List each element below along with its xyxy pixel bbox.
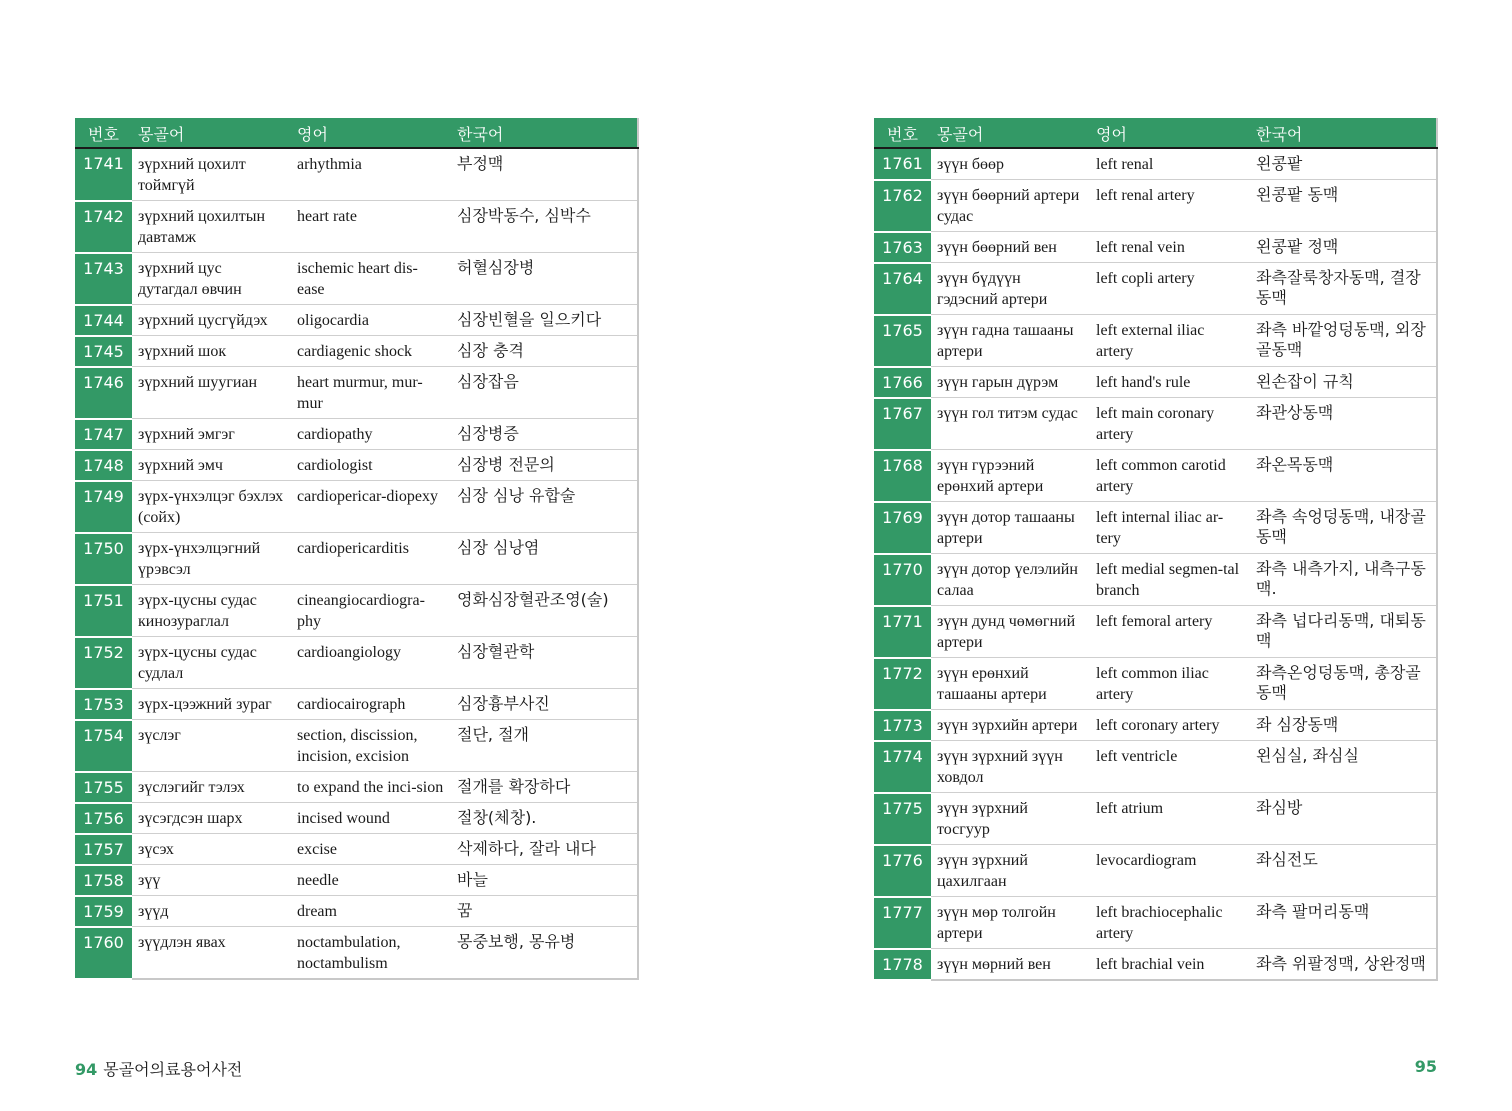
mongolian-term: зүүн зүрхний тосгуур [931,793,1090,845]
mongolian-term: зүүн гарын дүрэм [931,367,1090,398]
korean-term: 좌측 위팔정맥, 상완정맥 [1250,949,1437,981]
table-row [75,803,638,834]
english-term: left hand's rule [1090,367,1250,398]
korean-term: 심장잡음 [451,367,638,419]
mongolian-term: зүсэгдсэн шарх [132,803,291,834]
header-mongolian: 몽골어 [132,118,291,148]
table-row [75,585,638,637]
entry-number: 1741 [75,148,132,201]
entry-number: 1747 [75,419,132,450]
korean-term: 허혈심장병 [451,253,638,305]
english-term: left atrium [1090,793,1250,845]
english-term: to expand the inci-sion [291,772,451,803]
korean-term: 몽중보행, 몽유병 [451,927,638,980]
mongolian-term: зүүн бөөр [931,148,1090,180]
mongolian-term: зүрхний шуугиан [132,367,291,419]
mongolian-term: зүрхний цус дутагдал өвчин [132,253,291,305]
korean-term: 절창(체창). [451,803,638,834]
table-row [874,949,1437,981]
english-term: left medial segmen-tal branch [1090,554,1250,606]
table-row [874,450,1437,502]
korean-term: 좌 심장동맥 [1250,710,1437,741]
mongolian-term: зүү [132,865,291,896]
table-row [874,897,1437,949]
table-row [75,533,638,585]
mongolian-term: зүүн ерөнхий ташааны артери [931,658,1090,710]
entry-number: 1775 [874,793,931,845]
korean-term: 좌온목동맥 [1250,450,1437,502]
korean-term: 심장병증 [451,419,638,450]
table-row [75,148,638,201]
english-term: cardioangiology [291,637,451,689]
table-row [874,658,1437,710]
mongolian-term: зүүн мөрний вен [931,949,1090,981]
page-number-right: 95 [1414,1057,1437,1076]
english-term: left common iliac artery [1090,658,1250,710]
english-term: dream [291,896,451,927]
english-term: cardiopathy [291,419,451,450]
header-english: 영어 [291,118,451,148]
table-row [874,793,1437,845]
english-term: left renal [1090,148,1250,180]
mongolian-term: зүүн зүрхний цахилгаан [931,845,1090,897]
korean-term: 좌측 바깥엉덩동맥, 외장골동맥 [1250,315,1437,367]
english-term: left brachiocephalic artery [1090,897,1250,949]
korean-term: 심장병 전문의 [451,450,638,481]
korean-term: 왼콩팥 동맥 [1250,180,1437,232]
left-term-table [75,118,639,980]
korean-term: 심장 충격 [451,336,638,367]
entry-number: 1764 [874,263,931,315]
header-english: 영어 [1090,118,1250,148]
mongolian-term: зүслэг [132,720,291,772]
table-row [874,180,1437,232]
english-term: cardiopericarditis [291,533,451,585]
entry-number: 1749 [75,481,132,533]
mongolian-term: зүүн дунд чөмөгний артери [931,606,1090,658]
entry-number: 1761 [874,148,931,180]
table-row [874,606,1437,658]
korean-term: 심장혈관학 [451,637,638,689]
mongolian-term: зүрх-цээжний зураг [132,689,291,720]
table-row [75,336,638,367]
entry-number: 1742 [75,201,132,253]
table-row [75,419,638,450]
korean-term: 왼손잡이 규칙 [1250,367,1437,398]
korean-term: 좌심전도 [1250,845,1437,897]
mongolian-term: зүрх-цусны судас судлал [132,637,291,689]
english-term: left external iliac artery [1090,315,1250,367]
korean-term: 영화심장혈관조영(술) [451,585,638,637]
english-term: excise [291,834,451,865]
entry-number: 1767 [874,398,931,450]
table-row [75,367,638,419]
korean-term: 왼심실, 좌심실 [1250,741,1437,793]
mongolian-term: зүүн гадна ташааны артери [931,315,1090,367]
english-term: left renal artery [1090,180,1250,232]
english-term: noctambulation, noctambulism [291,927,451,980]
english-term: left copli artery [1090,263,1250,315]
table-row [874,263,1437,315]
mongolian-term: зүсэх [132,834,291,865]
table-row [874,710,1437,741]
entry-number: 1758 [75,865,132,896]
english-term: arhythmia [291,148,451,201]
english-term: left internal iliac ar-tery [1090,502,1250,554]
table-row [874,554,1437,606]
table-row [874,741,1437,793]
english-term: cardiopericar-diopexy [291,481,451,533]
english-term: left main coronary artery [1090,398,1250,450]
entry-number: 1751 [75,585,132,637]
entry-number: 1766 [874,367,931,398]
table-row [874,367,1437,398]
table-row [874,315,1437,367]
korean-term: 심장빈혈을 일으키다 [451,305,638,336]
english-term: levocardiogram [1090,845,1250,897]
english-term: cardiagenic shock [291,336,451,367]
english-term: oligocardia [291,305,451,336]
table-row [874,502,1437,554]
entry-number: 1772 [874,658,931,710]
entry-number: 1745 [75,336,132,367]
table-row [75,689,638,720]
header-korean: 한국어 [451,118,638,148]
mongolian-term: зүрх-үнхэлцэг бэхлэх (сойх) [132,481,291,533]
entry-number: 1774 [874,741,931,793]
entry-number: 1773 [874,710,931,741]
korean-term: 심장 심낭염 [451,533,638,585]
korean-term: 왼콩팥 정맥 [1250,232,1437,263]
entry-number: 1754 [75,720,132,772]
entry-number: 1744 [75,305,132,336]
book-title: 몽골어의료용어사전 [103,1060,243,1079]
korean-term: 좌측 팔머리동맥 [1250,897,1437,949]
entry-number: 1771 [874,606,931,658]
table-header-row [75,118,638,148]
footer-left [75,1057,242,1080]
table-row [874,148,1437,180]
entry-number: 1765 [874,315,931,367]
entry-number: 1757 [75,834,132,865]
header-korean: 한국어 [1250,118,1437,148]
korean-term: 좌심방 [1250,793,1437,845]
korean-term: 좌관상동맥 [1250,398,1437,450]
entry-number: 1746 [75,367,132,419]
mongolian-term: зүрхний эмгэг [132,419,291,450]
mongolian-term: зүүдлэн явах [132,927,291,980]
entry-number: 1755 [75,772,132,803]
mongolian-term: зүрх-үнхэлцэгний үрэвсэл [132,533,291,585]
korean-term: 절단, 절개 [451,720,638,772]
entry-number: 1762 [874,180,931,232]
korean-term: 좌측잘룩창자동맥, 결장동맥 [1250,263,1437,315]
mongolian-term: зүүн зүрхний зүүн ховдол [931,741,1090,793]
english-term: cardiocairograph [291,689,451,720]
english-term: left coronary artery [1090,710,1250,741]
mongolian-term: зүрхний эмч [132,450,291,481]
table-row [75,201,638,253]
mongolian-term: зүрхний шок [132,336,291,367]
english-term: section, discission, incision, excision [291,720,451,772]
table-row [75,720,638,772]
table-row [874,232,1437,263]
right-term-table [874,118,1438,981]
table-row [75,927,638,980]
mongolian-term: зүүд [132,896,291,927]
korean-term: 바늘 [451,865,638,896]
mongolian-term: зүүн дотор ташааны артери [931,502,1090,554]
table-row [75,450,638,481]
header-number: 번호 [874,118,931,148]
entry-number: 1752 [75,637,132,689]
english-term: left ventricle [1090,741,1250,793]
entry-number: 1763 [874,232,931,263]
table-header-row [874,118,1437,148]
mongolian-term: зүрхний цохилтын давтамж [132,201,291,253]
entry-number: 1748 [75,450,132,481]
entry-number: 1750 [75,533,132,585]
korean-term: 절개를 확장하다 [451,772,638,803]
table-row [75,896,638,927]
english-term: cineangiocardiogra-phy [291,585,451,637]
mongolian-term: зүүн гол титэм судас [931,398,1090,450]
table-row [874,845,1437,897]
mongolian-term: зүүн бөөрний вен [931,232,1090,263]
english-term: left brachial vein [1090,949,1250,981]
english-term: left femoral artery [1090,606,1250,658]
mongolian-term: зүүн бүдүүн гэдэсний артери [931,263,1090,315]
page-number-left: 94 [75,1060,98,1079]
english-term: left renal vein [1090,232,1250,263]
table-row [75,834,638,865]
korean-term: 좌측온엉덩동맥, 총장골동맥 [1250,658,1437,710]
entry-number: 1778 [874,949,931,981]
english-term: left common carotid artery [1090,450,1250,502]
header-number: 번호 [75,118,132,148]
english-term: heart rate [291,201,451,253]
korean-term: 꿈 [451,896,638,927]
mongolian-term: зүүн бөөрний артери судас [931,180,1090,232]
korean-term: 왼콩팥 [1250,148,1437,180]
mongolian-term: зүрхний цусгүйдэх [132,305,291,336]
entry-number: 1769 [874,502,931,554]
korean-term: 좌측 속엉덩동맥, 내장골동맥 [1250,502,1437,554]
mongolian-term: зүүн мөр толгойн артери [931,897,1090,949]
korean-term: 삭제하다, 잘라 내다 [451,834,638,865]
header-mongolian: 몽골어 [931,118,1090,148]
entry-number: 1776 [874,845,931,897]
table-row [75,305,638,336]
entry-number: 1759 [75,896,132,927]
korean-term: 심장흉부사진 [451,689,638,720]
korean-term: 심장박동수, 심박수 [451,201,638,253]
english-term: ischemic heart dis-ease [291,253,451,305]
table-row [874,398,1437,450]
english-term: needle [291,865,451,896]
table-row [75,253,638,305]
table-row [75,637,638,689]
entry-number: 1760 [75,927,132,980]
table-row [75,481,638,533]
korean-term: 부정맥 [451,148,638,201]
mongolian-term: зүүн дотор үелэлийн салаа [931,554,1090,606]
english-term: heart murmur, mur-mur [291,367,451,419]
entry-number: 1770 [874,554,931,606]
mongolian-term: зүслэгийг тэлэх [132,772,291,803]
table-row [75,772,638,803]
korean-term: 좌측 내측가지, 내측구동맥. [1250,554,1437,606]
table-row [75,865,638,896]
mongolian-term: зүүн зүрхийн артери [931,710,1090,741]
korean-term: 심장 심낭 유합술 [451,481,638,533]
entry-number: 1777 [874,897,931,949]
mongolian-term: зүүн гүрээний ерөнхий артери [931,450,1090,502]
korean-term: 좌측 넙다리동맥, 대퇴동맥 [1250,606,1437,658]
english-term: cardiologist [291,450,451,481]
entry-number: 1743 [75,253,132,305]
entry-number: 1756 [75,803,132,834]
entry-number: 1768 [874,450,931,502]
english-term: incised wound [291,803,451,834]
mongolian-term: зүрхний цохилт тоймгүй [132,148,291,201]
entry-number: 1753 [75,689,132,720]
mongolian-term: зүрх-цусны судас кинозураглал [132,585,291,637]
